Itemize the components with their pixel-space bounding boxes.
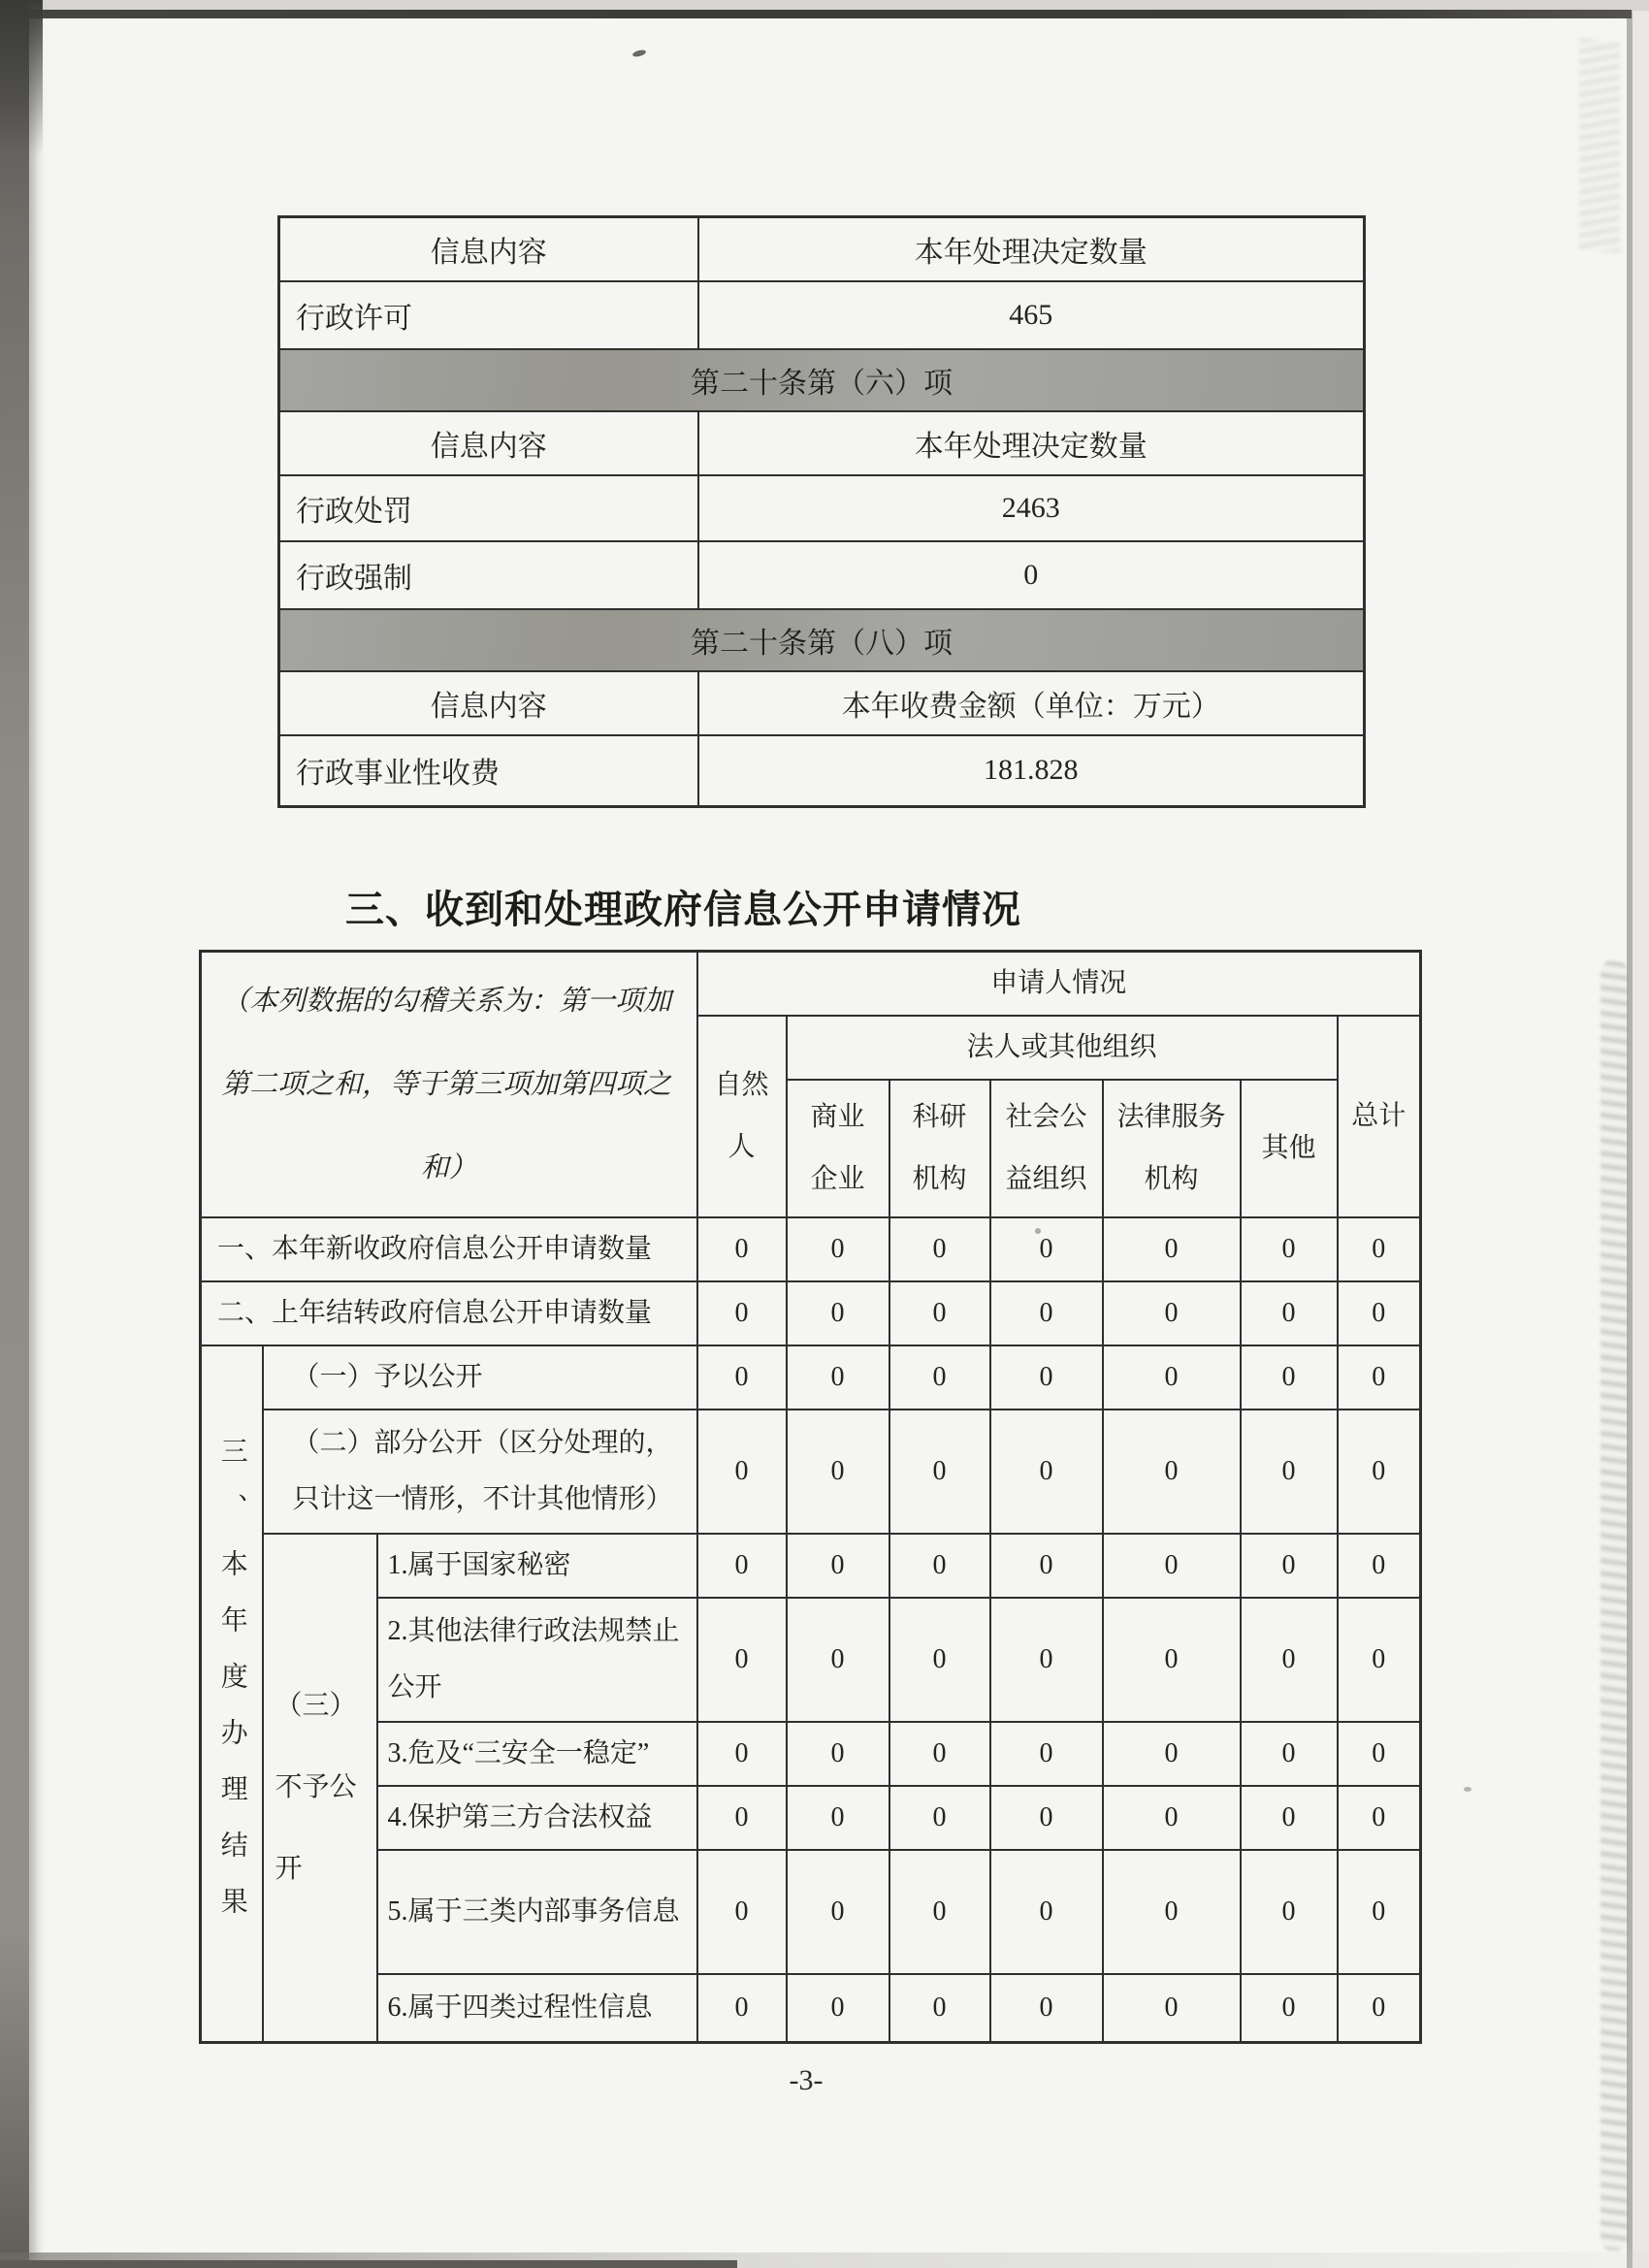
table-row [201,952,1421,1017]
row-label-cell: 1.属于国家秘密 [377,1534,697,1598]
value-cell: 0 [787,1409,889,1534]
value-cell: 0 [787,1974,889,2042]
value-cell: 0 [787,1217,889,1281]
application-statistics-table [199,950,1422,2044]
row-label-cell: 二、上年结转政府信息公开申请数量 [201,1281,697,1345]
scan-paper-edge-right [1627,6,1633,2268]
info-content-header-cell: 信息内容 [279,217,698,281]
value-cell: 0 [1103,1534,1241,1598]
value-cell: 0 [787,1850,889,1974]
value-cell: 0 [889,1217,990,1281]
section-band-row [279,609,1365,671]
table-row [201,1534,1421,1598]
value-cell: 0 [697,1281,787,1345]
natural-person-header-cell: 自然人 [697,1016,787,1217]
refusal-subgroup-cell: （三）不予公开 [263,1534,377,2042]
value-cell: 0 [990,1786,1103,1850]
value-cell: 0 [1338,1534,1421,1598]
value-cell: 0 [697,1974,787,2042]
value-cell: 0 [697,1409,787,1534]
value-cell: 0 [1338,1409,1421,1534]
year-results-group-cell [201,1345,263,2042]
value-cell: 0 [697,1345,787,1409]
value-cell: 0 [1103,1850,1241,1974]
row-label-cell: （一）予以公开 [263,1345,697,1409]
row-label-cell: 4.保护第三方合法权益 [377,1786,697,1850]
value-cell: 0 [889,1974,990,2042]
table-row [201,1598,1421,1722]
other-header-cell: 其他 [1241,1080,1338,1217]
row-label-cell: 6.属于四类过程性信息 [377,1974,697,2042]
value-cell: 0 [990,1217,1103,1281]
table-row [201,1722,1421,1786]
row-label-cell: 行政处罚 [279,475,698,541]
section-band-cell: 第二十条第（六）项 [279,349,1365,411]
vertical-group-label: 三、本年度办理结果 [216,1436,247,1943]
commercial-enterprise-header-cell: 商业企业 [787,1080,889,1217]
value-cell: 0 [787,1598,889,1722]
value-cell: 0 [1103,1598,1241,1722]
decision-count-header-cell: 本年处理决定数量 [698,411,1365,475]
table-row [279,671,1365,735]
value-cell: 0 [1338,1217,1421,1281]
table-row [201,1409,1421,1534]
table-row [201,1217,1421,1281]
value-cell: 0 [1338,1722,1421,1786]
value-cell: 0 [990,1281,1103,1345]
value-cell: 0 [1338,1974,1421,2042]
value-cell: 0 [697,1598,787,1722]
value-cell: 0 [1241,1345,1338,1409]
section-band-row [279,349,1365,411]
scan-speck [631,49,646,57]
value-cell: 0 [1241,1281,1338,1345]
scan-bed-top [0,0,1649,11]
scan-shadow-bottom [0,2252,1649,2268]
value-cell: 0 [889,1409,990,1534]
value-cell: 0 [990,1534,1103,1598]
value-cell: 0 [1338,1281,1421,1345]
value-cell: 0 [697,1722,787,1786]
value-cell: 0 [697,1534,787,1598]
info-content-header-cell: 信息内容 [279,411,698,475]
value-cell: 0 [990,1722,1103,1786]
value-cell: 0 [889,1722,990,1786]
total-header-cell: 总计 [1338,1016,1421,1217]
value-cell: 0 [1241,1786,1338,1850]
page-number: -3- [789,2064,824,2096]
value-cell: 0 [1338,1345,1421,1409]
value-cell: 0 [889,1786,990,1850]
value-cell: 0 [990,1409,1103,1534]
value-cell: 0 [787,1281,889,1345]
legal-service-org-header-cell: 法律服务机构 [1103,1080,1241,1217]
section-heading: 三、收到和处理政府信息公开申请情况 [345,889,1021,931]
section-band-cell: 第二十条第（八）项 [279,609,1365,671]
scan-shadow-left [0,0,29,2268]
row-label-cell: 3.危及“三安全一稳定” [377,1722,697,1786]
row-label-cell: （二）部分公开（区分处理的，只计这一情形，不计其他情形） [263,1409,697,1534]
info-content-header-cell: 信息内容 [279,671,698,735]
table-row [279,735,1365,807]
value-cell: 0 [1338,1850,1421,1974]
value-cell: 0 [1103,1786,1241,1850]
table-row [279,541,1365,609]
note-line: 和） [420,1152,477,1183]
scan-smudge-right [1600,960,1628,2251]
value-cell: 0 [697,1850,787,1974]
table-row [201,1786,1421,1850]
value-cell: 0 [1338,1786,1421,1850]
value-cell: 0 [1241,1598,1338,1722]
row-label-cell: 2.其他法律行政法规禁止公开 [377,1598,697,1722]
research-institution-header-cell: 科研机构 [889,1080,990,1217]
row-label-cell: 行政强制 [279,541,698,609]
value-cell: 465 [698,281,1365,349]
table-row [279,281,1365,349]
table-row [279,411,1365,475]
value-cell: 0 [1103,1409,1241,1534]
value-cell: 0 [889,1345,990,1409]
value-cell: 0 [889,1281,990,1345]
value-cell: 0 [1241,1217,1338,1281]
value-cell: 0 [787,1345,889,1409]
value-cell: 0 [1241,1974,1338,2042]
scan-smudge-top-right [1579,39,1620,252]
value-cell: 0 [787,1722,889,1786]
scan-speck [1464,1787,1471,1792]
note-line: （本列数据的勾稽关系为：第一项加 [221,986,672,1017]
fee-amount-header-cell: 本年收费金额（单位：万元） [698,671,1365,735]
table-row [279,217,1365,281]
decision-count-header-cell: 本年处理决定数量 [698,217,1365,281]
value-cell: 0 [990,1598,1103,1722]
social-welfare-org-header-cell: 社会公益组织 [990,1080,1103,1217]
value-cell: 2463 [698,475,1365,541]
article20-statistics-table [277,215,1366,808]
table-row [201,1281,1421,1345]
value-cell: 0 [1241,1850,1338,1974]
value-cell: 0 [697,1217,787,1281]
value-cell: 0 [1241,1534,1338,1598]
value-cell: 0 [1103,1974,1241,2042]
value-cell: 0 [889,1598,990,1722]
value-cell: 0 [990,1850,1103,1974]
value-cell: 0 [1103,1281,1241,1345]
row-label-cell: 一、本年新收政府信息公开申请数量 [201,1217,697,1281]
value-cell: 0 [698,541,1365,609]
value-cell: 0 [990,1345,1103,1409]
value-cell: 0 [1338,1598,1421,1722]
value-cell: 0 [889,1534,990,1598]
scan-bed-right [1633,0,1649,2268]
table-row [279,475,1365,541]
value-cell: 0 [990,1974,1103,2042]
table-row [201,1850,1421,1974]
value-cell: 0 [1103,1345,1241,1409]
scan-shadow-top [25,10,1632,18]
scan-shadow-bottom-left [0,2260,737,2268]
table-row [201,1974,1421,2042]
row-label-cell: 行政许可 [279,281,698,349]
value-cell: 0 [889,1850,990,1974]
value-cell: 0 [787,1534,889,1598]
value-cell: 0 [1103,1722,1241,1786]
value-cell: 0 [1103,1217,1241,1281]
value-cell: 0 [1241,1722,1338,1786]
legal-or-other-org-header-cell: 法人或其他组织 [787,1016,1338,1080]
row-label-cell: 5.属于三类内部事务信息 [377,1850,697,1974]
reconciliation-note-cell [201,952,697,1218]
value-cell: 0 [697,1786,787,1850]
table-row [201,1345,1421,1409]
value-cell: 0 [787,1786,889,1850]
scan-shadow-top-left [0,0,43,155]
value-cell: 0 [1241,1409,1338,1534]
row-label-cell: 行政事业性收费 [279,735,698,807]
note-line: 第二项之和，等于第三项加第四项之 [221,1069,672,1100]
applicant-status-header-cell: 申请人情况 [697,952,1421,1017]
value-cell: 181.828 [698,735,1365,807]
